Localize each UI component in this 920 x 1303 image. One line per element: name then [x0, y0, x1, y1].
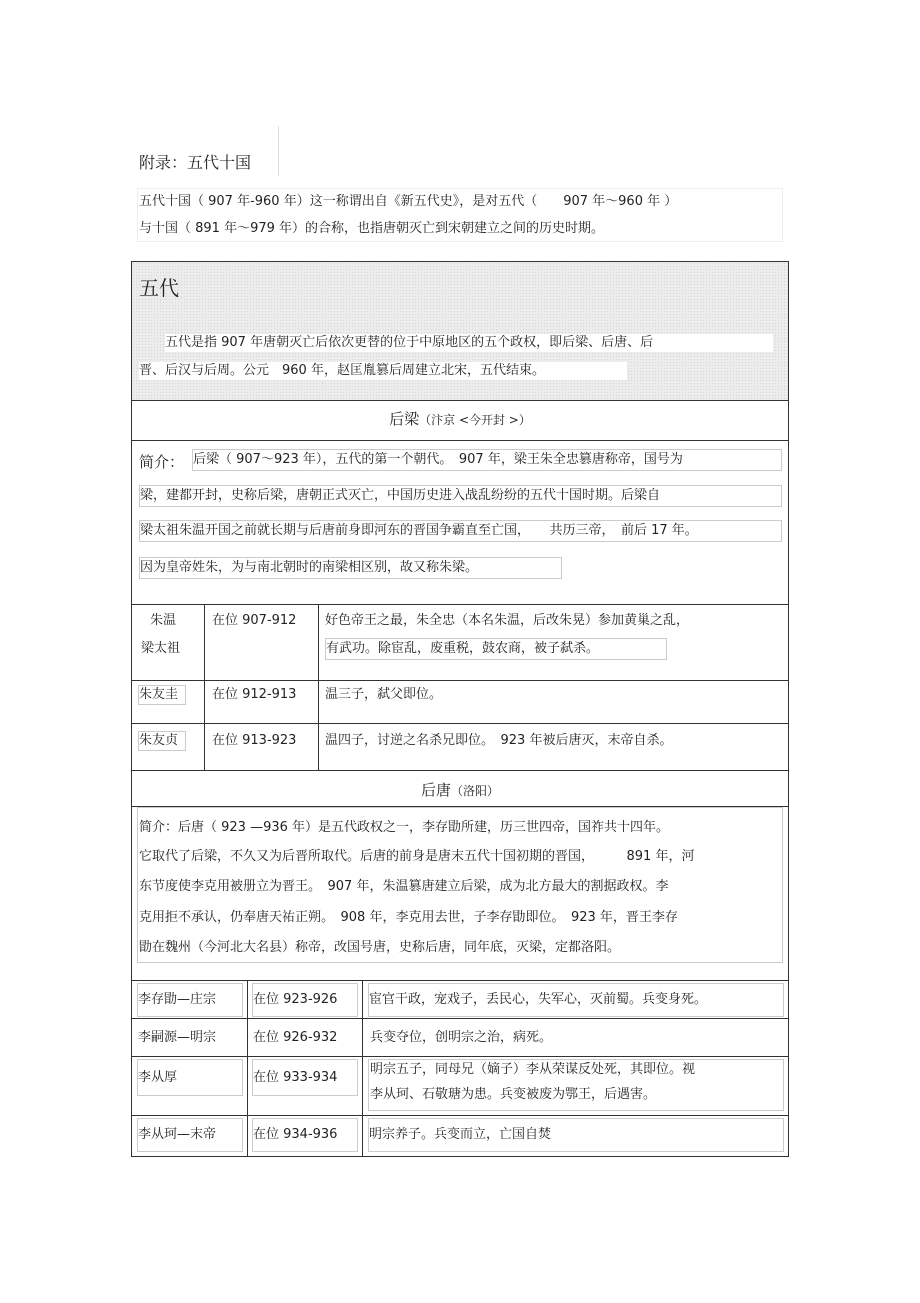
emperor-name: 李存勖—庄宗 [137, 983, 243, 1017]
emperor-desc: 有武功。除宦乱，废重税，鼓农商，被子弑杀。 [325, 638, 667, 660]
page-title: 附录：五代十国 [139, 153, 252, 172]
emperor-name: 李嗣源—明宗 [138, 1030, 217, 1045]
emperor-desc: 明宗养子。兵变而立，亡国自焚 [368, 1118, 784, 1152]
emperor-desc: 宦官干政，宠戏子，丢民心，失军心，灭前蜀。兵变身死。 [368, 983, 784, 1017]
houliang-intro-line: 因为皇帝姓朱，为与南北朝时的南梁相区别，故又称朱梁。 [139, 557, 562, 579]
houtang-intro-line: 它取代了后梁，不久又为后晋所取代。后唐的前身是唐末五代十国初期的晋国， 891 年，河 [139, 849, 695, 864]
emperor-reign: 在位 934-936 [252, 1118, 358, 1152]
emperor-reign: 在位 926-932 [253, 1030, 338, 1045]
emperor-reign: 在位 933-934 [252, 1059, 358, 1096]
emperor-desc: 温三子，弑父即位。 [325, 687, 443, 702]
emperor-reign: 在位 913-923 [212, 733, 297, 748]
houtang-intro-line: 克用拒不承认，仍奉唐天祐正朔。 908 年，李克用去世，子李存勖即位。 923 年，晋王李存 [139, 910, 678, 925]
emperor-desc: 李从珂、石敬瑭为患。兵变被废为鄂王，后遇害。 [370, 1087, 657, 1102]
intro-line: 与十国（ 891 年～979 年）的合称，也指唐朝灭亡到宋朝建立之间的历史时期。 [139, 221, 605, 236]
intro-label: 简介： [139, 453, 185, 471]
emperor-desc: 温四子，讨逆之名杀兄即位。 923 年被后唐灭，末帝自杀。 [325, 733, 673, 748]
emperor-name: 朱友贞 [138, 731, 186, 751]
wudai-line: 五代是指 907 年唐朝灭亡后依次更替的位于中原地区的五个政权，即后梁、后唐、后 [165, 334, 773, 352]
emperor-name: 李从厚 [137, 1059, 243, 1096]
intro-line: 五代十国（ 907 年-960 年）这一称谓出自《新五代史》，是对五代（ 907 年～960 年 ） [139, 194, 678, 209]
wudai-heading: 五代 [139, 276, 179, 300]
wudai-line: 晋、后汉与后周。公元 960 年，赵匡胤篡后周建立北宋，五代结束。 [139, 362, 627, 380]
emperor-desc: 明宗五子，同母兄（嫡子）李从荣谋反处死，其即位。视 [370, 1062, 696, 1077]
emperor-name: 朱温 [150, 613, 177, 628]
houtang-intro-line: 东节度使李克用被册立为晋王。 907 年，朱温篡唐建立后梁，成为北方最大的割据政权。李 [139, 879, 669, 894]
emperor-desc: 兵变夺位，创明宗之治，病死。 [370, 1030, 553, 1045]
houtang-intro-line: 简介：后唐（ 923 —936 年）是五代政权之一，李存勖所建，历三世四帝，国祚共十四年。 [139, 820, 670, 835]
emperor-name: 朱友圭 [138, 685, 186, 705]
houliang-intro-line: 梁太祖朱温开国之前就长期与后唐前身即河东的晋国争霸直至亡国， 共历三帝， 前后 17 年。 [139, 520, 782, 542]
emperor-reign: 在位 907-912 [212, 613, 297, 628]
emperor-name: 李从珂—末帝 [137, 1118, 243, 1152]
dynasty-table [131, 261, 789, 1157]
houtang-intro-line: 勖在魏州（今河北大名县）称帝，改国号唐，史称后唐，同年底，灭梁，定都洛阳。 [139, 940, 621, 955]
emperor-reign: 在位 912-913 [212, 687, 297, 702]
emperor-reign: 在位 923-926 [252, 983, 358, 1017]
houliang-intro-line: 后梁（ 907～923 年），五代的第一个朝代。 907 年，梁王朱全忠篡唐称帝，国号为 [192, 449, 782, 471]
emperor-title: 梁太祖 [141, 641, 181, 656]
title-divider [278, 126, 279, 176]
houliang-heading: 后梁（汴京 <今开封 >） [389, 410, 531, 428]
houtang-heading: 后唐（洛阳） [420, 781, 500, 799]
emperor-desc: 好色帝王之最，朱全忠（本名朱温，后改朱晃）参加黄巢之乱， [325, 613, 690, 628]
houliang-intro-line: 梁，建都开封，史称后梁，唐朝正式灭亡，中国历史进入战乱纷纷的五代十国时期。后梁自 [139, 485, 782, 507]
